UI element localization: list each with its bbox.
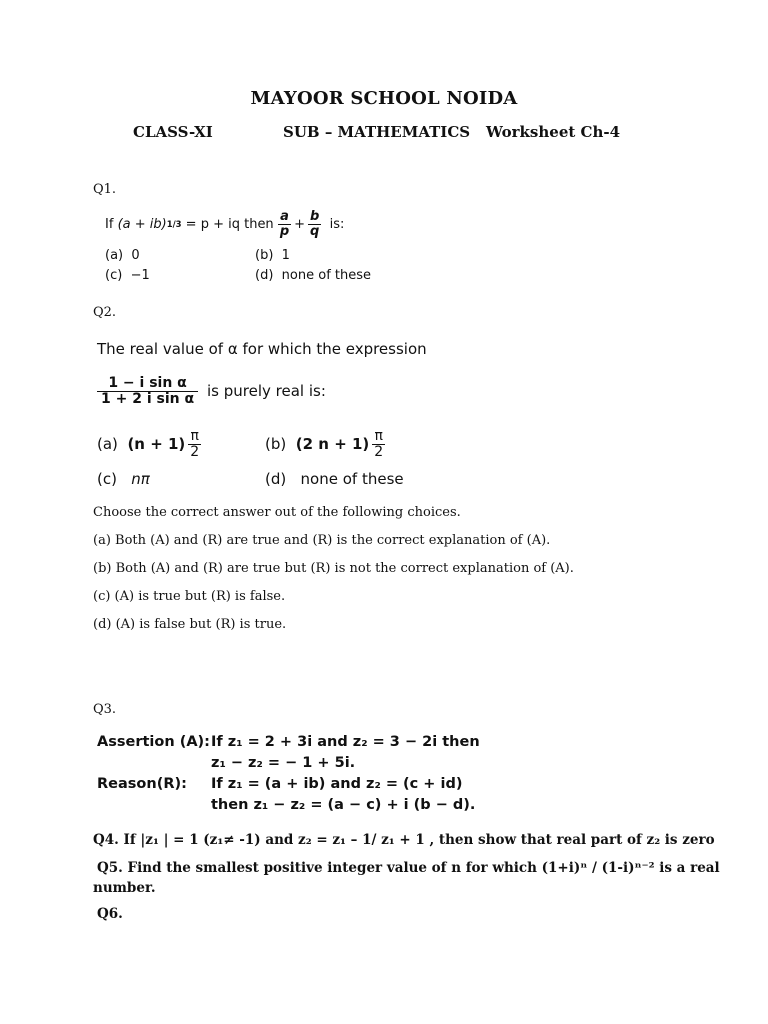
q1-expr: (a + ib) — [117, 216, 167, 232]
option-key: (a) — [97, 435, 118, 453]
option-key: (d) — [255, 268, 274, 283]
frac-num: b — [310, 208, 320, 224]
q1-frac-a-p — [278, 210, 291, 238]
ar-intro: Choose the correct answer out of the following choices. — [93, 505, 461, 520]
worksheet-label: Worksheet Ch-4 — [486, 123, 621, 141]
q1-option-d — [255, 268, 371, 283]
frac-den: 2 — [190, 443, 200, 460]
frac-num: π — [188, 429, 201, 445]
q1-end: is: — [329, 216, 345, 232]
option-key: (b) — [265, 435, 287, 453]
q1-option-b — [255, 248, 290, 263]
frac-num: 1 − i sin α — [97, 376, 198, 392]
option-text: nπ — [131, 470, 150, 488]
class-label: CLASS-XI — [133, 123, 213, 141]
q1-eq: = p + iq then — [185, 216, 274, 232]
option-frac — [188, 429, 201, 459]
option-frac — [372, 429, 385, 459]
option-key: (c) — [97, 470, 117, 488]
ar-choice-b: (b) Both (A) and (R) are true but (R) is not the correct explanation of (A). — [93, 561, 574, 576]
q3-reason-line1: If z₁ = (a + ib) and z₂ = (c + id) — [211, 776, 463, 792]
option-text: none of these — [300, 470, 404, 488]
q3-assertion-line2: z₁ − z₂ = − 1 + 5i. — [211, 755, 356, 771]
frac-den: 2 — [374, 443, 384, 460]
q2-option-d — [265, 470, 404, 488]
option-text: −1 — [130, 268, 150, 283]
q1-frac-b-q — [308, 210, 321, 238]
q5-line2: number. — [93, 880, 156, 896]
option-text: 1 — [281, 248, 290, 263]
frac-den: 1 + 2 i sin α — [101, 390, 195, 407]
frac-den: p — [279, 223, 290, 239]
q4-text: Q4. If |z₁ | = 1 (z₁≠ -1) and z₂ = z₁ – 1/ z₁ + 1 , then show that real part of z₂ is zero — [93, 832, 715, 848]
frac-num: a — [278, 210, 291, 225]
q1-stem: If (a + ib) 1/3 = p + iq then $\frac{a}{p}$ + $\frac{b}{q}$ is: — [105, 208, 345, 239]
option-key: (d) — [265, 470, 287, 488]
q3-label: Q3. — [93, 702, 117, 717]
q1-if: If — [105, 216, 114, 232]
frac-den: q — [310, 223, 320, 239]
q2-option-b — [265, 424, 385, 464]
subject-label: SUB – MATHEMATICS — [283, 123, 471, 141]
option-text: 0 — [131, 248, 140, 263]
q6-label: Q6. — [97, 906, 123, 922]
option-expr: (n + 1) — [127, 435, 186, 453]
q1-option-a — [105, 248, 140, 263]
q5-line1: Q5. Find the smallest positive integer value of n for which (1+i)ⁿ / (1-i)ⁿ⁻² is a real — [97, 860, 720, 876]
q2-label: Q2. — [93, 305, 117, 320]
option-expr: (2 n + 1) — [295, 435, 370, 453]
option-text: none of these — [281, 268, 372, 283]
q2-stem-fraction — [97, 370, 326, 412]
q2-option-c — [97, 470, 150, 488]
q2-stem-line2: is purely real is: — [207, 382, 326, 400]
ar-choice-d: (d) (A) is false but (R) is true. — [93, 617, 287, 632]
q3-assertion-line1: If z₁ = 2 + 3i and z₂ = 3 − 2i then — [211, 734, 480, 750]
q2-fraction — [97, 376, 198, 406]
q1-option-c — [105, 268, 150, 283]
q3-assertion-label: Assertion (A): — [97, 734, 210, 750]
q3-reason-label: Reason(R): — [97, 776, 187, 792]
ar-choice-a: (a) Both (A) and (R) are true and (R) is the correct explanation of (A). — [93, 533, 551, 548]
frac-num: π — [372, 429, 385, 445]
q1-label: Q1. — [93, 182, 117, 197]
option-key: (a) — [105, 248, 124, 263]
q2-option-a — [97, 424, 201, 464]
option-key: (b) — [255, 248, 274, 263]
ar-choice-c: (c) (A) is true but (R) is false. — [93, 589, 286, 604]
q2-stem-line1: The real value of α for which the expression — [97, 340, 427, 358]
q3-reason-line2: then z₁ − z₂ = (a − c) + i (b − d). — [211, 797, 476, 813]
school-title: MAYOOR SCHOOL NOIDA — [250, 88, 518, 109]
option-key: (c) — [105, 268, 123, 283]
q1-plus: + — [294, 216, 306, 232]
